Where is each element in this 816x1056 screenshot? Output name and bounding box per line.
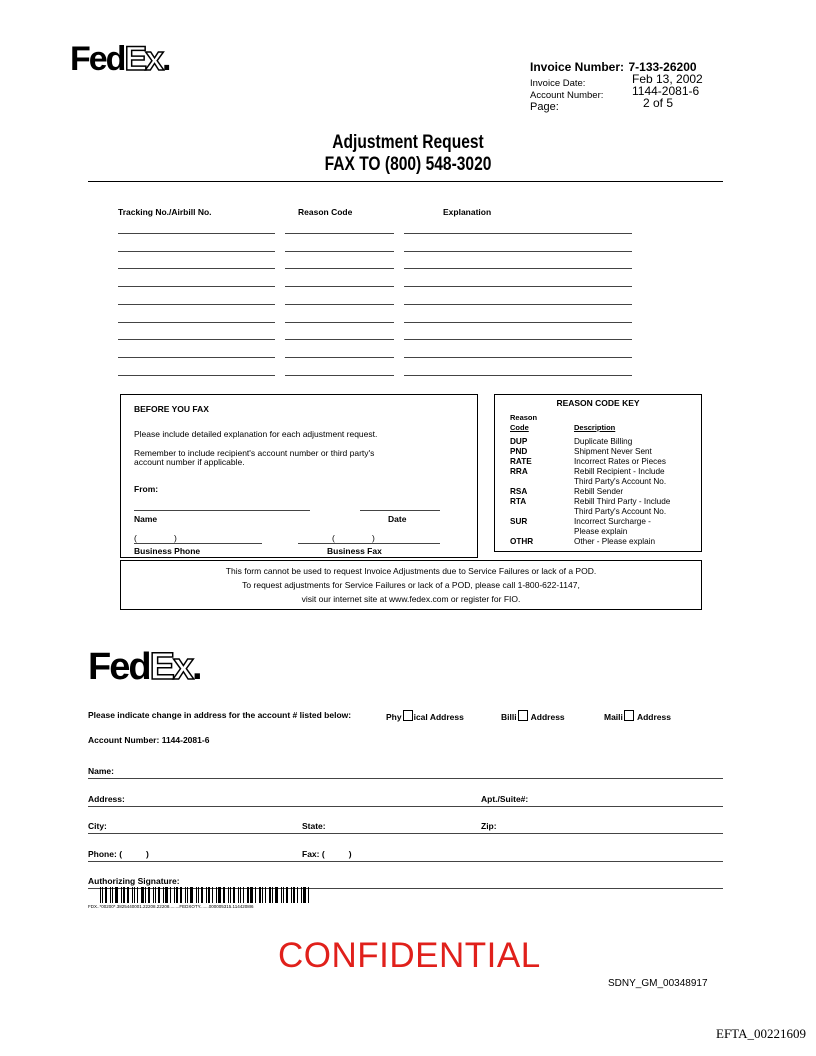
barcode-bar [155,887,156,903]
fedex-logo-top [70,42,170,76]
phone-field-line[interactable] [88,861,723,862]
account-number-value: 1144-2081-6 [632,84,700,98]
tracking-input-line[interactable] [118,268,275,269]
barcode-bar [275,887,278,903]
reason-description: Rebill Third Party - Include [574,497,671,506]
invoice-info [530,58,730,113]
physical-address-option[interactable] [386,710,464,722]
before-fax-heading: BEFORE YOU FAX [134,404,209,414]
business-fax-label: Business Fax [327,546,382,556]
barcode-bar [163,887,164,903]
reason-description: Rebill Recipient - Include [574,467,665,476]
title-line-1: Adjustment Request [332,132,484,153]
barcode-bar [123,887,125,903]
reason-code: RATE [510,457,532,466]
barcode-bar [201,887,203,903]
billing-pre: Billi [501,712,517,722]
fedex-logo-bottom [88,648,201,686]
explanation-input-line[interactable] [404,339,632,340]
reason-code: OTHR [510,537,534,546]
barcode-bar [223,887,225,903]
fax-field [302,849,352,859]
logo-dot-2: . [192,646,201,688]
barcode-bar [293,887,295,903]
col-header-explanation: Explanation [443,207,492,217]
page-label: Page: [530,101,559,113]
barcode-bar [297,887,298,903]
name-line [134,510,310,511]
fax-paren-close: ) [372,533,375,543]
page-value: 2 of 5 [643,96,674,110]
reason-input-line[interactable] [285,268,394,269]
billing-address-checkbox[interactable] [518,710,528,721]
state-field-label: State: [302,821,326,831]
reason-code: RRA [510,467,528,476]
barcode-bar [240,887,241,903]
barcode-bar [153,887,154,903]
explanation-input-line[interactable] [404,251,632,252]
logo-fed-text-2: Fed [88,646,150,688]
from-label: From: [134,484,159,494]
col-header-tracking: Tracking No./Airbill No. [118,207,212,217]
barcode-bar [158,887,160,903]
invoice-number-label: Invoice Number: [530,60,625,74]
fax-paren-open: ( [332,533,335,543]
notice-line1: This form cannot be used to request Invoice Adjustments due to Service Failures or lack of a POD. [225,566,597,576]
phone-field [88,849,149,859]
invoice-date-label: Invoice Date: [530,78,586,89]
before-fax-line1: Please include detailed explanation for each adjustment request. [134,429,378,439]
apt-field-label: Apt./Suite#: [481,794,529,804]
barcode-bar [145,887,146,903]
explanation-input-line[interactable] [404,357,632,358]
zip-field-label: Zip: [481,821,497,831]
reason-input-line[interactable] [285,357,394,358]
reason-key-col1-line2: Code [510,423,529,432]
barcode-bar [262,887,263,903]
barcode-bar [180,887,182,903]
reason-input-line[interactable] [285,233,394,234]
barcode-bar [190,887,193,903]
invoice-number-value: 7-133-26200 [628,60,697,74]
reason-description: Incorrect Rates or Pieces [574,457,666,466]
phone-paren-open: ( [134,533,137,543]
barcode-bar [269,887,271,903]
name-label: Name [134,514,158,524]
tracking-input-line[interactable] [118,251,275,252]
barcode-bar [132,887,133,903]
barcode-bar [238,887,239,903]
bates-number: SDNY_GM_00348917 [608,978,708,989]
billing-address-option[interactable] [501,710,565,722]
mailing-post: Address [634,712,671,722]
barcode-bar [110,887,111,903]
reason-description: Third Party's Account No. [574,507,667,516]
tracking-input-line[interactable] [118,375,275,376]
reason-input-line[interactable] [285,304,394,305]
barcode-bar [250,887,253,903]
barcode-bar [233,887,235,903]
barcode-bar [100,887,101,903]
before-fax-line3: account number if applicable. [134,457,245,467]
barcode-bar [228,887,229,903]
explanation-input-line[interactable] [404,304,632,305]
barcode-bar [265,887,266,903]
physical-address-checkbox[interactable] [403,710,413,721]
title-rule [88,181,723,182]
explanation-input-line[interactable] [404,322,632,323]
logo-ex-text-2: Ex [149,646,193,688]
reason-description: Rebill Sender [574,487,624,496]
fax-line [298,543,440,544]
tracking-input-line[interactable] [118,304,275,305]
barcode-bar [272,887,273,903]
barcode-bar [165,887,168,903]
barcode-bar [286,887,288,903]
city-field-line[interactable] [88,833,723,834]
reason-key-col1-line1: Reason [510,413,538,422]
barcode-bar [170,887,171,903]
barcode-bar [247,887,249,903]
barcode-text: FDX..*00200*.3825440001.22208.22208........FEDXOTY.......000005315.1144208I6 [88,904,254,909]
invoice-date-value: Feb 13, 2002 [632,72,703,86]
reason-description: Other - Please explain [574,537,656,546]
date-line [360,510,440,511]
reason-description: Third Party's Account No. [574,477,667,486]
barcode-bar [196,887,197,903]
reason-input-line[interactable] [285,322,394,323]
reason-input-line[interactable] [285,375,394,376]
address-account-label: Account Number: [88,735,160,745]
barcode-bar [102,887,103,903]
reason-input-line[interactable] [285,251,394,252]
physical-post: ical Address [413,712,464,722]
tracking-input-line[interactable] [118,233,275,234]
barcode-bar [121,887,122,903]
barcode-bar [259,887,261,903]
before-fax-line2: Remember to include recipient's account number or third party's [134,448,375,458]
barcode-bar [218,887,221,903]
barcode-bar [291,887,292,903]
phone-paren-close: ) [174,533,177,543]
barcode-bar [137,887,138,903]
billing-post: Address [528,712,565,722]
notice-line3: visit our internet site at www.fedex.com or register for FIO. [301,594,521,604]
account-number-row [88,735,209,745]
barcode-bar [112,887,113,903]
logo-dot: . [162,40,170,78]
barcode-bar [134,887,135,903]
barcode-bar [230,887,231,903]
barcode-bar [148,887,150,903]
phone-field-label: Phone: [88,849,117,859]
barcode-bar [281,887,282,903]
barcode-bar [216,887,217,903]
logo-ex-text: Ex [124,40,163,78]
reason-key-heading: REASON CODE KEY [556,398,640,408]
city-field-label: City: [88,821,107,831]
phone-field-open: ( [119,849,123,859]
logo-fed-text: Fed [70,40,125,78]
phone-line [134,543,262,544]
account-number-label: Account Number: [530,90,604,101]
barcode-bar [255,887,256,903]
barcode-bar [206,887,207,903]
barcode-bar [187,887,188,903]
physical-pre: Phy [386,712,402,722]
signature-label: Authorizing Signature: [88,876,180,886]
reason-description: Incorrect Surcharge - [574,517,651,526]
reason-code: RTA [510,497,527,506]
reason-description: Duplicate Billing [574,437,633,446]
reason-description: Please explain [574,527,628,536]
barcode-bar [176,887,178,903]
reason-input-line[interactable] [285,286,394,287]
address-account-number: 1144-2081-6 [161,735,210,745]
explanation-input-line[interactable] [404,268,632,269]
tracking-input-line[interactable] [118,357,275,358]
barcode-bar [308,887,309,903]
fax-field-label: Fax: [302,849,320,859]
business-phone-label: Business Phone [134,546,201,556]
name-field-label: Name: [88,766,114,776]
tracking-input-line[interactable] [118,286,275,287]
reason-code: RSA [510,487,528,496]
explanation-input-line[interactable] [404,233,632,234]
barcode-bar [174,887,175,903]
mailing-pre: Maili [604,712,623,722]
barcode-bar [141,887,144,903]
barcode [100,887,312,903]
fax-field-open: ( [321,849,325,859]
tracking-input-line[interactable] [118,339,275,340]
barcode-bar [212,887,213,903]
barcode-bar [283,887,284,903]
tracking-input-line[interactable] [118,322,275,323]
address-field-label: Address: [88,794,125,804]
barcode-bar [208,887,210,903]
barcode-bar [105,887,107,903]
mailing-address-checkbox[interactable] [624,710,634,721]
explanation-input-line[interactable] [404,286,632,287]
reason-code: SUR [510,517,528,526]
name-field-line[interactable] [88,778,723,779]
mailing-address-option[interactable] [604,710,671,722]
address-field-line[interactable] [88,806,723,807]
reason-input-line[interactable] [285,339,394,340]
barcode-bar [198,887,199,903]
barcode-bar [185,887,186,903]
reason-description: Shipment Never Sent [574,447,652,456]
address-change-prompt: Please indicate change in address for the account # listed below: [88,710,352,720]
efta-number: EFTA_00221609 [716,1026,806,1041]
barcode-bar [127,887,129,903]
col-header-reason: Reason Code [298,207,353,217]
fax-field-close: ) [348,849,352,859]
barcode-bar [301,887,302,903]
title-line-2: FAX TO (800) 548-3020 [324,154,492,175]
date-label: Date [388,514,407,524]
barcode-bar [115,887,118,903]
explanation-input-line[interactable] [404,375,632,376]
reason-code: PND [510,447,528,456]
reason-key-col2: Description [574,423,616,432]
barcode-bar [303,887,306,903]
barcode-bar [243,887,244,903]
confidential-stamp: CONFIDENTIAL [278,936,541,975]
notice-line2: To request adjustments for Service Failures or lack of a POD, please call 1-800-622-1147, [242,580,580,590]
phone-field-close: ) [146,849,149,859]
reason-code: DUP [510,437,528,446]
